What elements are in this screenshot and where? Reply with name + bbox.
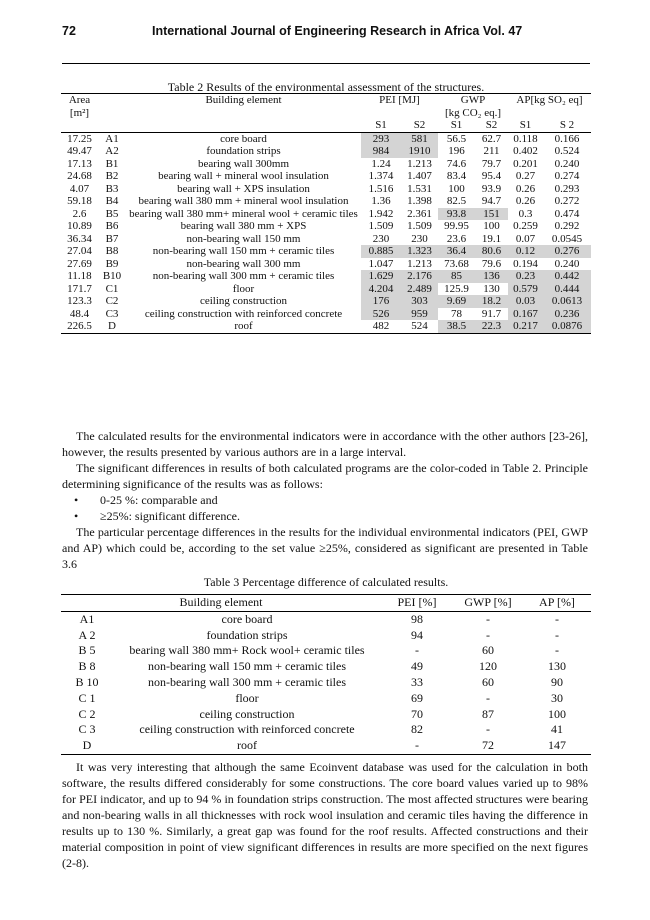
header-gwp: GWP [438, 94, 508, 107]
header-sub: S1 [361, 119, 401, 132]
cell-area: 49.47 [67, 145, 92, 157]
cell-area: 27.04 [67, 245, 92, 257]
t3-header-element: Building element [61, 595, 381, 612]
t3-cell-element: bearing wall 380 mm+ Rock wool+ ceramic tiles [129, 643, 365, 658]
cell-element: bearing wall 380 mm+ mineral wool + ceramic tiles [129, 207, 358, 220]
t3-cell-gwp: 72 [453, 738, 523, 754]
cell-gwp-s1: 9.69 [438, 295, 475, 308]
t3-cell-gwp: - [486, 722, 490, 737]
cell-gwp-s1: 196 [448, 145, 465, 157]
t3-cell-gwp: 60 [482, 674, 494, 689]
cell-ap-s2: 0.274 [554, 170, 580, 182]
cell-element: core board [220, 132, 267, 145]
cell-code: B7 [105, 232, 119, 245]
t3-cell-element: non-bearing wall 150 mm + ceramic tiles [147, 659, 347, 674]
cell-ap-s1: 0.118 [513, 132, 538, 145]
cell-ap-s1: 0.167 [508, 308, 543, 321]
cell-gwp-s2: 19.1 [481, 232, 502, 245]
table-row [61, 208, 591, 221]
t3-cell-pei: - [381, 738, 453, 754]
cell-area: 4.07 [69, 182, 90, 195]
list-item: • 0-25 %: comparable and [74, 493, 218, 507]
table-row [61, 245, 591, 258]
cell-gwp-s2: 93.9 [481, 182, 502, 195]
t3-header-gwp: GWP [%] [453, 595, 523, 612]
cell-gwp-s2: 94.7 [481, 195, 502, 207]
t3-cell-ap: 100 [548, 706, 566, 721]
cell-element: bearing wall + XPS insulation [177, 182, 310, 195]
t3-cell-element: core board [221, 611, 273, 626]
cell-gwp-s1: 78 [451, 307, 462, 320]
cell-pei-s1: 1.516 [368, 182, 394, 195]
cell-ap-s1: 0.194 [513, 257, 538, 270]
cell-ap-s2: 0.474 [554, 207, 580, 220]
header-sub: S2 [401, 119, 438, 132]
t3-cell-ap: - [555, 611, 559, 626]
t3-cell-element: roof [113, 738, 381, 754]
cell-gwp-s1: 83.4 [446, 170, 467, 182]
cell-pei-s2: 581 [401, 132, 438, 145]
cell-pei-s2: 1.407 [407, 170, 432, 182]
cell-pei-s2: 1.213 [407, 257, 432, 270]
cell-ap-s1: 0.03 [508, 295, 543, 308]
table-row [61, 233, 591, 246]
cell-pei-s1: 293 [361, 132, 401, 145]
cell-code: B9 [105, 257, 119, 270]
t3-cell-gwp: 60 [482, 643, 494, 658]
t3-cell-code: A1 [79, 611, 95, 626]
cell-ap-s1: 0.3 [518, 207, 533, 220]
cell-code: B2 [105, 170, 119, 182]
cell-gwp-s2: 91.7 [481, 307, 502, 320]
cell-ap-s2: 0.293 [554, 182, 580, 195]
cell-area: 11.18 [67, 270, 92, 282]
cell-ap-s2: 0.166 [554, 132, 580, 145]
table3 [61, 594, 591, 755]
t3-cell-gwp: 87 [482, 706, 494, 721]
t3-cell-gwp: 120 [479, 659, 497, 674]
t3-cell-ap: 30 [551, 690, 563, 705]
cell-pei-s1: 1.629 [361, 270, 401, 283]
table-row [61, 308, 591, 321]
t3-cell-pei: 49 [411, 659, 423, 674]
cell-pei-s1: 230 [372, 232, 390, 245]
cell-area: 10.89 [67, 220, 92, 232]
cell-pei-s2: 1.213 [407, 157, 432, 170]
cell-gwp-s1: 36.4 [438, 245, 475, 258]
t3-header-pei: PEI [%] [381, 595, 453, 612]
cell-element: non-bearing wall 150 mm + ceramic tiles [152, 245, 335, 257]
cell-gwp-s2: 151 [475, 208, 508, 221]
cell-area: 36.34 [67, 232, 92, 245]
cell-gwp-s1: 99.95 [444, 220, 469, 232]
cell-area: 59.18 [67, 195, 92, 207]
cell-pei-s1: 1.047 [368, 257, 394, 270]
cell-gwp-s2: 80.6 [475, 245, 508, 258]
cell-element: floor [232, 282, 255, 295]
paragraph-2: The significant differences in results of both calculated programs are the color-coded in Table 2. Principle determining significance of the results was as follows: [62, 461, 588, 491]
t3-cell-code: B 10 [75, 674, 99, 689]
cell-gwp-s1: 56.5 [446, 132, 467, 145]
cell-area: 24.68 [67, 170, 92, 182]
cell-pei-s1: 526 [361, 308, 401, 321]
table3-caption: Table 3 Percentage difference of calculated results. [203, 575, 449, 589]
cell-element: bearing wall 380 mm + XPS [180, 220, 307, 232]
t3-cell-pei: 94 [411, 627, 423, 642]
cell-ap-s2: 0.442 [543, 270, 591, 283]
table-row [61, 170, 591, 183]
header-sub: S 2 [543, 119, 591, 132]
cell-area: 123.3 [67, 295, 92, 307]
cell-gwp-s1: 23.6 [446, 232, 467, 245]
cell-ap-s1: 0.12 [508, 245, 543, 258]
cell-ap-s2: 0.240 [554, 157, 580, 170]
t3-cell-pei: 33 [411, 674, 423, 689]
cell-code: C3 [105, 307, 119, 320]
cell-area: 27.69 [67, 257, 92, 270]
cell-element: ceiling construction with reinforced concrete [144, 307, 343, 320]
t3-cell-element: non-bearing wall 300 mm + ceramic tiles [147, 674, 347, 689]
cell-ap-s2: 0.240 [554, 257, 580, 270]
header-sub: S1 [438, 119, 475, 132]
table-row [61, 707, 591, 723]
cell-ap-s2: 0.0876 [543, 320, 591, 333]
cell-area: 17.25 [67, 132, 92, 145]
cell-code: B1 [105, 157, 119, 170]
cell-gwp-s1: 38.5 [438, 320, 475, 333]
cell-ap-s1: 0.579 [508, 283, 543, 296]
cell-pei-s2: 959 [401, 308, 438, 321]
cell-ap-s2: 0.444 [543, 283, 591, 296]
cell-area: 17.13 [67, 157, 92, 170]
cell-gwp-s2: 18.2 [475, 295, 508, 308]
cell-code: A1 [105, 132, 119, 145]
cell-gwp-s2: 136 [475, 270, 508, 283]
cell-pei-s1: 482 [361, 320, 401, 333]
cell-gwp-s2: 130 [483, 282, 500, 295]
cell-ap-s1: 0.23 [508, 270, 543, 283]
t3-cell-pei: 82 [411, 722, 423, 737]
cell-gwp-s1: 125.9 [444, 282, 469, 295]
cell-pei-s1: 1.374 [368, 170, 394, 182]
table-row [61, 132, 591, 145]
cell-code: C1 [105, 282, 119, 295]
paragraph-1: The calculated results for the environmental indicators were in accordance with the other authors [23-26], however, the results presented by various authors are in a large interval. [62, 429, 588, 459]
t3-cell-element: floor [235, 690, 259, 705]
table-row [61, 220, 591, 233]
cell-element: non-bearing wall 150 mm [186, 232, 301, 245]
cell-ap-s1: 0.259 [513, 220, 538, 232]
table-row [61, 283, 591, 296]
cell-gwp-s1: 82.5 [446, 195, 467, 207]
cell-gwp-s2: 95.4 [481, 170, 502, 182]
header-gwp-unit: [kg CO₂ eq.] [444, 106, 502, 119]
cell-element: roof [126, 320, 361, 333]
table-row [61, 628, 591, 644]
header-area: Area [61, 94, 98, 107]
cell-area: 226.5 [61, 320, 98, 333]
t3-cell-ap: - [555, 643, 559, 658]
cell-code: B10 [102, 270, 122, 282]
cell-area: 171.7 [67, 282, 92, 295]
cell-pei-s1: 984 [361, 145, 401, 158]
t3-cell-element: ceiling construction with reinforced concrete [139, 722, 355, 737]
cell-area: 48.4 [69, 307, 90, 320]
cell-element: bearing wall 300mm [197, 157, 290, 170]
table-row [61, 722, 591, 738]
t3-cell-element: ceiling construction [199, 706, 295, 721]
cell-pei-s2: 524 [401, 320, 438, 333]
significance-list [62, 492, 582, 524]
t3-cell-element: foundation strips [206, 627, 288, 642]
cell-pei-s2: 1.509 [407, 220, 432, 232]
t3-cell-gwp: - [486, 627, 490, 642]
table-row [61, 691, 591, 707]
cell-code: B5 [105, 207, 119, 220]
cell-ap-s2: 0.0613 [543, 295, 591, 308]
list-item: • ≥25%: significant difference. [74, 509, 240, 523]
running-header [62, 24, 590, 44]
cell-pei-s2: 1.398 [407, 195, 432, 207]
t3-cell-ap: 41 [551, 722, 563, 737]
t3-cell-code: C 1 [78, 690, 96, 705]
t3-cell-pei: 70 [411, 706, 423, 721]
table-row [61, 270, 591, 283]
cell-gwp-s2: 100 [483, 220, 500, 232]
table-row [61, 643, 591, 659]
t3-cell-code: C 3 [78, 722, 96, 737]
cell-ap-s1: 0.402 [513, 145, 538, 157]
t3-cell-pei: 98 [411, 611, 423, 626]
table-row [61, 738, 591, 754]
table-row [61, 295, 591, 308]
paragraph-3: The particular percentage differences in the results for the individual environmental indicators (PEI, GWP and AP) which could be, according to the set value ≥25%, considered as significant are presented in Table 3.6 [62, 525, 588, 571]
cell-code: B8 [105, 245, 119, 257]
t3-cell-code: A 2 [78, 627, 96, 642]
cell-ap-s2: 0.272 [554, 195, 580, 207]
t3-cell-pei: - [415, 643, 419, 658]
header-building-element: Building element [126, 94, 361, 107]
cell-pei-s2: 2.176 [401, 270, 438, 283]
t3-cell-code: B 5 [78, 643, 96, 658]
cell-gwp-s1: 74.6 [446, 157, 467, 170]
cell-ap-s2: 0.292 [554, 220, 580, 232]
cell-pei-s2: 1.323 [401, 245, 438, 258]
table-row [61, 659, 591, 675]
journal-title: International Journal of Engineering Research in Africa Vol. 47 [152, 24, 523, 38]
t3-cell-gwp: - [486, 611, 490, 626]
t3-cell-code: D [61, 738, 113, 754]
cell-gwp-s2: 79.6 [481, 257, 502, 270]
cell-ap-s1: 0.26 [515, 182, 536, 195]
cell-element: non-bearing wall 300 mm + ceramic tiles [152, 270, 335, 282]
header-sub: S1 [508, 119, 543, 132]
cell-code: A2 [105, 145, 119, 157]
cell-ap-s1: 0.07 [515, 232, 536, 245]
table-row [61, 195, 591, 208]
cell-gwp-s1: 85 [438, 270, 475, 283]
cell-pei-s2: 2.489 [401, 283, 438, 296]
cell-gwp-s1: 73.68 [444, 257, 469, 270]
cell-pei-s1: 1.24 [371, 157, 391, 170]
t3-cell-gwp: - [486, 690, 490, 705]
cell-ap-s2: 0.0545 [551, 232, 583, 245]
t3-cell-ap: 90 [551, 674, 563, 689]
table-row [61, 611, 591, 627]
cell-pei-s1: 1.36 [371, 195, 391, 207]
table2-caption: Table 2 Results of the environmental assessment of the structures. [167, 80, 485, 94]
cell-pei-s1: 1.509 [368, 220, 394, 232]
cell-pei-s2: 303 [401, 295, 438, 308]
cell-pei-s1: 4.204 [361, 283, 401, 296]
table-row [61, 320, 591, 333]
t3-header-ap: AP [%] [523, 595, 591, 612]
cell-gwp-s2: 62.7 [481, 132, 502, 145]
cell-code: B6 [105, 220, 119, 232]
table-row [61, 158, 591, 171]
header-pei: PEI [MJ] [361, 94, 438, 107]
page-number: 72 [62, 24, 76, 38]
header-area-unit: [m²] [69, 106, 90, 119]
cell-ap-s2: 0.236 [543, 308, 591, 321]
t3-cell-pei: 69 [411, 690, 423, 705]
t3-cell-code: B 8 [78, 659, 96, 674]
cell-gwp-s2: 22.3 [475, 320, 508, 333]
cell-gwp-s2: 79.7 [481, 157, 502, 170]
table2 [61, 93, 591, 334]
cell-gwp-s1: 100 [448, 182, 465, 195]
cell-gwp-s2: 211 [483, 145, 500, 157]
header-rule [62, 63, 590, 64]
cell-pei-s1: 176 [361, 295, 401, 308]
cell-pei-s2: 1910 [401, 145, 438, 158]
cell-ap-s1: 0.201 [513, 157, 538, 170]
header-sub: S2 [475, 119, 508, 132]
cell-pei-s1: 0.885 [361, 245, 401, 258]
cell-pei-s1: 1.942 [368, 207, 394, 220]
t3-cell-code: C 2 [78, 706, 96, 721]
cell-code: B3 [105, 182, 119, 195]
table-row [61, 258, 591, 271]
cell-element: bearing wall 380 mm + mineral wool insulation [138, 195, 349, 207]
cell-ap-s2: 0.276 [543, 245, 591, 258]
t3-cell-ap: 147 [523, 738, 591, 754]
paragraph-4: It was very interesting that although the same Ecoinvent database was used for the calculation in both software, the results differed considerably for some constructions. The core board values varied up to 98% for PEI indicator, and up to 94 % in foundation strips construction. The most affected structures were bearing and non-bearing walls in all thicknesses with rock wool insulation and ceramic tiles having the difference in results up to 130 %. Similarly, a great gap was found for the roof results. Affected constructions and their material composition in point of view significant differences in results are more specified on the next figures (2-8). [62, 760, 588, 870]
cell-ap-s2: 0.524 [554, 145, 580, 157]
cell-gwp-s1: 93.8 [438, 208, 475, 221]
t3-cell-ap: 130 [548, 659, 566, 674]
table-row [61, 183, 591, 196]
cell-pei-s2: 1.531 [407, 182, 432, 195]
cell-element: bearing wall + mineral wool insulation [158, 170, 329, 182]
cell-pei-s2: 2.361 [407, 207, 432, 220]
cell-code: D [98, 320, 126, 333]
cell-pei-s2: 230 [411, 232, 428, 245]
cell-element: non-bearing wall 300 mm [186, 257, 301, 270]
table-row [61, 145, 591, 158]
cell-ap-s1: 0.26 [515, 195, 536, 207]
cell-area: 2.6 [72, 207, 87, 220]
header-ap: AP[kg SO₂ eq] [508, 94, 591, 107]
table-row [61, 675, 591, 691]
cell-ap-s1: 0.217 [508, 320, 543, 333]
cell-code: C2 [105, 295, 119, 307]
cell-code: B4 [105, 195, 119, 207]
t3-cell-ap: - [555, 627, 559, 642]
cell-element: ceiling construction [199, 295, 288, 307]
cell-element: foundation strips [206, 145, 281, 157]
cell-ap-s1: 0.27 [515, 170, 536, 182]
